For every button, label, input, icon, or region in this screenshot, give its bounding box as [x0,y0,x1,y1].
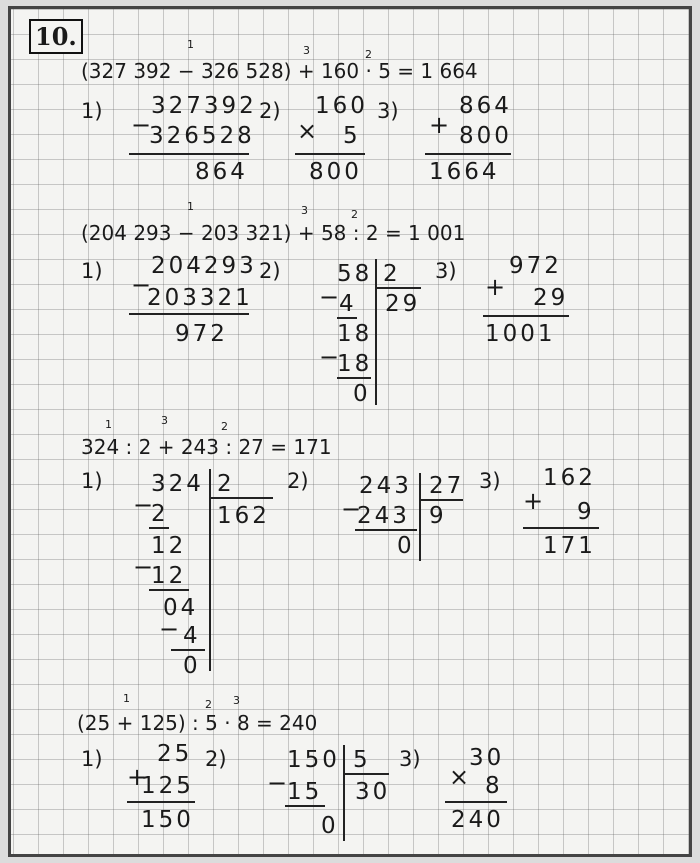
result-line [425,153,511,155]
remainder: 0 [321,813,339,839]
addend-a: 162 [543,465,596,491]
partial-remainder: 12 [151,533,187,559]
product: 240 [451,807,504,833]
grid-sheet [8,6,692,857]
factor-a: 30 [469,745,505,771]
subtrahend: 203321 [147,285,253,311]
order-mark: 2 [351,208,358,221]
partial-remainder: 18 [337,321,373,347]
minuend: 327392 [151,93,257,119]
partial-remainder: 04 [163,595,199,621]
step-label: 1) [81,259,103,283]
expression-2: (204 293 − 203 321) + 58 : 2 = 1 001 [81,221,466,245]
minus-sign: − [133,491,154,519]
times-sign: × [449,763,470,791]
minus-sign: − [319,283,340,311]
factor-b: 8 [485,773,503,799]
minus-sign: − [267,769,288,797]
step-label: 2) [205,747,227,771]
quotient: 29 [385,291,421,317]
plus-sign: + [127,763,148,791]
result-line [171,649,205,651]
order-mark: 1 [123,692,130,705]
dividend: 150 [287,747,340,773]
result-line [127,801,195,803]
minus-sign: − [319,343,340,371]
result-line [523,527,599,529]
divisor: 27 [429,473,465,499]
step-label: 3) [377,99,399,123]
result-line [445,801,507,803]
step-label: 2) [259,259,281,283]
quotient: 9 [429,503,447,529]
partial-product: 4 [339,291,357,317]
result-line [129,313,249,315]
divisor: 2 [217,471,235,497]
result-line [337,377,371,379]
order-mark: 3 [161,414,168,427]
quotient-line [345,773,389,775]
order-mark: 2 [221,420,228,433]
addend-b: 9 [577,499,595,525]
order-mark: 1 [105,418,112,431]
addend-b: 29 [533,285,569,311]
addend-a: 25 [157,741,193,767]
times-sign: × [297,117,318,145]
step-label: 1) [81,99,103,123]
division-bar [375,259,377,405]
partial-product: 15 [287,779,323,805]
order-mark: 1 [187,38,194,51]
step-label: 3) [479,469,501,493]
factor-a: 160 [315,93,368,119]
order-mark: 3 [233,694,240,707]
result-line [285,805,325,807]
expression-1: (327 392 − 326 528) + 160 · 5 = 1 664 [81,59,478,83]
addend-b: 800 [459,123,512,149]
step-label: 1) [81,747,103,771]
problem-number: 10. [29,19,83,54]
difference: 864 [195,159,248,185]
addend-b: 125 [141,773,194,799]
expression-3: 324 : 2 + 243 : 27 = 171 [81,435,332,459]
minuend: 204293 [151,253,257,279]
quotient: 162 [217,503,270,529]
plus-sign: + [485,273,506,301]
minus-sign: − [131,271,152,299]
minus-sign: − [131,111,152,139]
subtrahend: 326528 [149,123,255,149]
division-bar [419,473,421,561]
expression-4: (25 + 125) : 5 · 8 = 240 [77,711,318,735]
minus-sign: − [159,615,180,643]
partial-product: 2 [151,501,169,527]
product: 800 [309,159,362,185]
minus-sign: − [133,553,154,581]
remainder: 0 [183,653,201,679]
step-label: 1) [81,469,103,493]
addend-a: 864 [459,93,512,119]
sum: 1001 [485,321,556,347]
order-mark: 3 [301,204,308,217]
step-label: 3) [435,259,457,283]
partial-product: 18 [337,351,373,377]
result-line [483,315,569,317]
result-line [129,153,249,155]
quotient: 30 [355,779,391,805]
result-line [295,153,365,155]
divisor: 2 [383,261,401,287]
result-line [149,527,169,529]
remainder: 0 [397,533,415,559]
result-line [337,317,357,319]
sum: 150 [141,807,194,833]
order-mark: 1 [187,200,194,213]
dividend: 58 [337,261,373,287]
factor-b: 5 [343,123,361,149]
partial-product: 243 [357,503,410,529]
minus-sign: − [341,495,362,523]
partial-product: 12 [151,563,187,589]
sum: 1664 [429,159,500,185]
result-line [355,529,417,531]
difference: 972 [175,321,228,347]
division-bar [209,469,211,671]
addend-a: 972 [509,253,562,279]
division-bar [343,745,345,841]
plus-sign: + [523,487,544,515]
remainder: 0 [353,381,371,407]
quotient-line [421,499,463,501]
dividend: 243 [359,473,412,499]
step-label: 2) [259,99,281,123]
dividend: 324 [151,471,204,497]
divisor: 5 [353,747,371,773]
partial-product: 4 [183,623,201,649]
step-label: 3) [399,747,421,771]
quotient-line [377,287,421,289]
sum: 171 [543,533,596,559]
quotient-line [211,497,273,499]
order-mark: 2 [205,698,212,711]
order-mark: 3 [303,44,310,57]
plus-sign: + [429,111,450,139]
order-mark: 2 [365,48,372,61]
step-label: 2) [287,469,309,493]
result-line [149,589,189,591]
